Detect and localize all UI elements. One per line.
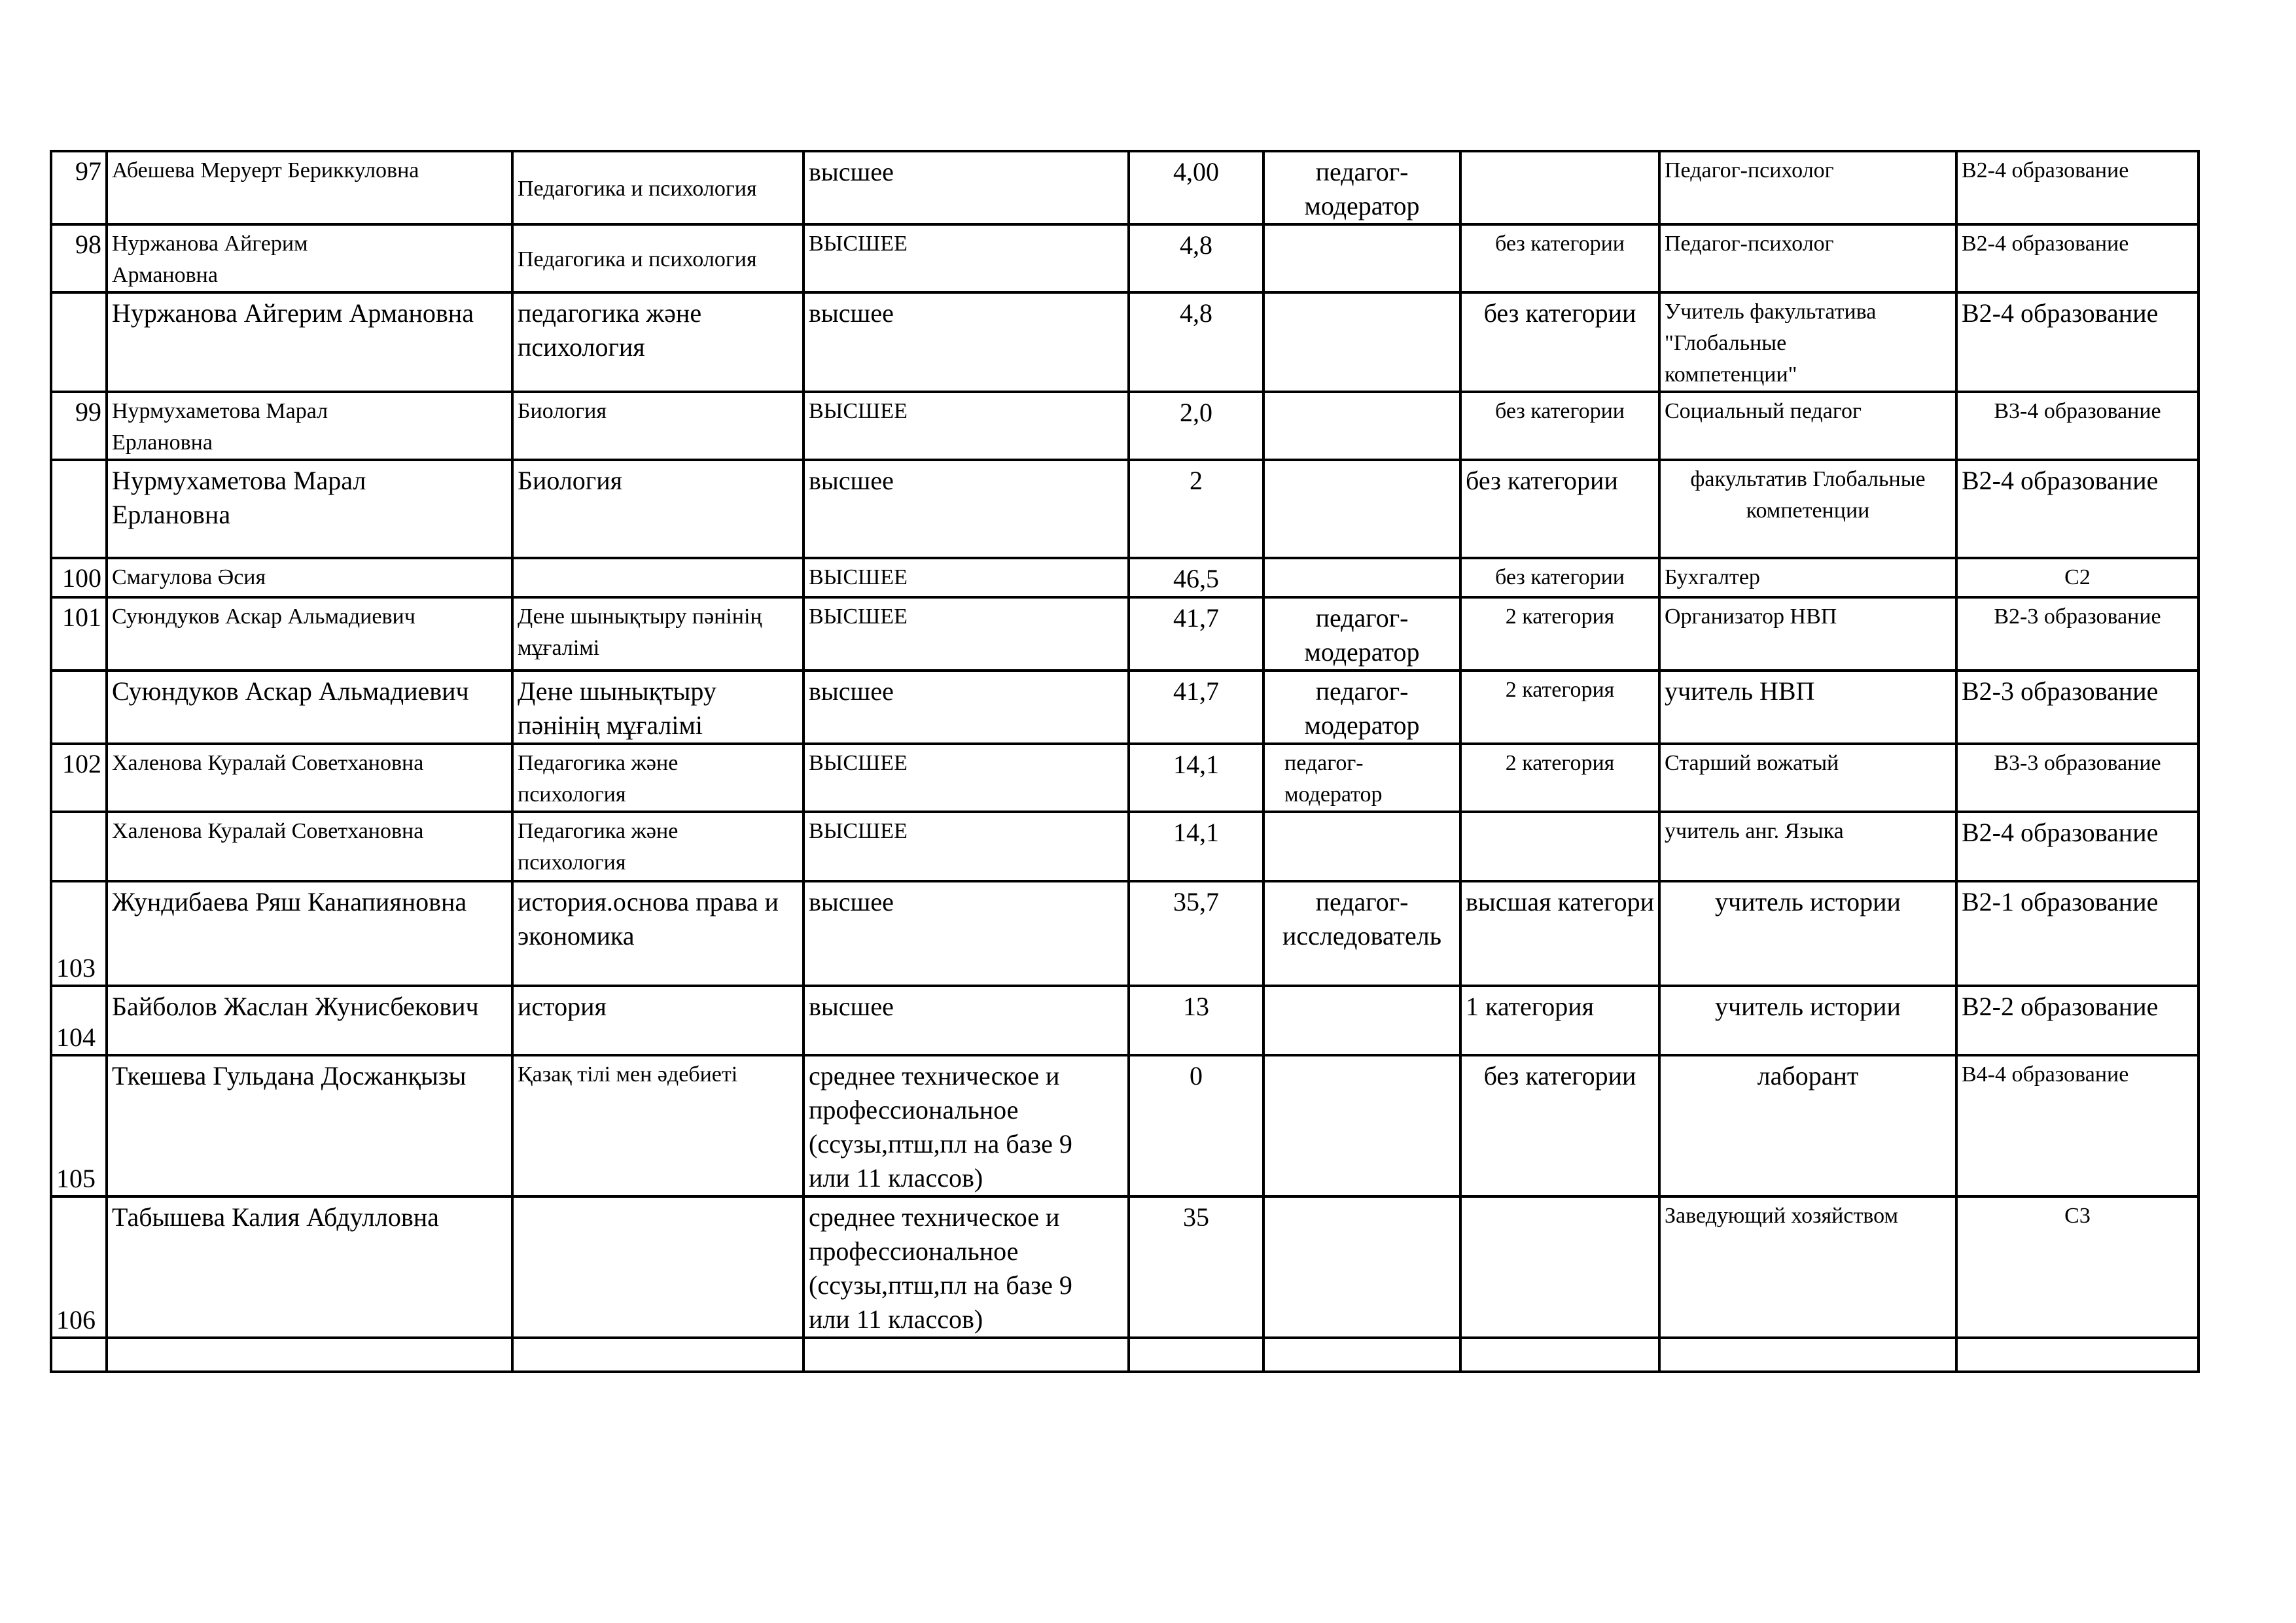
table-row (51, 744, 2199, 812)
row-number: 99 (51, 392, 107, 460)
specialty: Педагогика и психология (512, 224, 804, 292)
staff-table (50, 150, 2200, 1373)
table-row (51, 1055, 2199, 1196)
employee-name: Нурмухаметова Марал Ерлановна (107, 392, 512, 460)
row-number: 106 (51, 1196, 107, 1338)
row-number (51, 671, 107, 744)
row-number: 98 (51, 224, 107, 292)
grade: В3-4 образование (1956, 392, 2199, 460)
row-number: 97 (51, 151, 107, 224)
empty-cell (512, 1338, 804, 1372)
table-row (51, 460, 2199, 558)
table-row (51, 292, 2199, 392)
qualification: педагог- модератор (1263, 597, 1460, 671)
experience: 0 (1129, 1055, 1263, 1196)
empty-cell (107, 1338, 512, 1372)
table-row (51, 881, 2199, 986)
row-number (51, 812, 107, 881)
category (1460, 151, 1659, 224)
education: ВЫСШЕЕ (804, 812, 1129, 881)
row-number (51, 460, 107, 558)
table-row (51, 671, 2199, 744)
grade: В2-4 образование (1956, 224, 2199, 292)
category: без категории (1460, 460, 1659, 558)
education: высшее (804, 151, 1129, 224)
position: учитель анг. Языка (1659, 812, 1956, 881)
qualification (1263, 986, 1460, 1055)
row-number (51, 292, 107, 392)
experience: 14,1 (1129, 744, 1263, 812)
employee-name: Байболов Жаслан Жунисбекович (107, 986, 512, 1055)
qualification: педагог- модератор (1263, 151, 1460, 224)
row-number: 103 (51, 881, 107, 986)
qualification (1263, 812, 1460, 881)
grade: В2-3 образование (1956, 597, 2199, 671)
row-number: 101 (51, 597, 107, 671)
row-number: 102 (51, 744, 107, 812)
category: высшая категори (1460, 881, 1659, 986)
education: ВЫСШЕЕ (804, 558, 1129, 597)
employee-name: Нуржанова Айгерим Армановна (107, 292, 512, 392)
employee-name: Халенова Куралай Советхановна (107, 812, 512, 881)
employee-name: Жундибаева Ряш Канапияновна (107, 881, 512, 986)
grade: В2-4 образование (1956, 292, 2199, 392)
category (1460, 812, 1659, 881)
position: учитель истории (1659, 986, 1956, 1055)
table-row (51, 151, 2199, 224)
grade: В2-2 образование (1956, 986, 2199, 1055)
qualification (1263, 392, 1460, 460)
education: среднее техническое и профессиональное (ссузы,птш,пл на базе 9 или 11 классов) (804, 1196, 1129, 1338)
employee-name: Нурмухаметова Марал Ерлановна (107, 460, 512, 558)
position: Учитель факультатива "Глобальные компетенции" (1659, 292, 1956, 392)
position: Старший вожатый (1659, 744, 1956, 812)
qualification: педагог- модератор (1263, 744, 1460, 812)
category: 2 категория (1460, 744, 1659, 812)
grade: В4-4 образование (1956, 1055, 2199, 1196)
position: учитель истории (1659, 881, 1956, 986)
specialty: Педагогика және психология (512, 812, 804, 881)
qualification (1263, 460, 1460, 558)
grade: В2-4 образование (1956, 812, 2199, 881)
category: без категории (1460, 292, 1659, 392)
table-row (51, 812, 2199, 881)
grade: В2-3 образование (1956, 671, 2199, 744)
employee-name: Абешева Меруерт Бериккуловна (107, 151, 512, 224)
position: Бухгалтер (1659, 558, 1956, 597)
category: 2 категория (1460, 597, 1659, 671)
employee-name: Ткешева Гульдана Досжанқызы (107, 1055, 512, 1196)
position: Социальный педагог (1659, 392, 1956, 460)
specialty: Қазақ тілі мен әдебиеті (512, 1055, 804, 1196)
category: 2 категория (1460, 671, 1659, 744)
education: высшее (804, 881, 1129, 986)
experience: 35,7 (1129, 881, 1263, 986)
category (1460, 1196, 1659, 1338)
education: ВЫСШЕЕ (804, 224, 1129, 292)
education: среднее техническое и профессиональное (ссузы,птш,пл на базе 9 или 11 классов) (804, 1055, 1129, 1196)
row-number: 104 (51, 986, 107, 1055)
empty-cell (804, 1338, 1129, 1372)
education: высшее (804, 460, 1129, 558)
specialty: Дене шынықтыру пәнінің мұғалімі (512, 597, 804, 671)
specialty: Педагогика және психология (512, 744, 804, 812)
table-row (51, 558, 2199, 597)
position: Организатор НВП (1659, 597, 1956, 671)
education: высшее (804, 986, 1129, 1055)
category: 1 категория (1460, 986, 1659, 1055)
table-row-empty (51, 1338, 2199, 1372)
experience: 2,0 (1129, 392, 1263, 460)
category: без категории (1460, 558, 1659, 597)
employee-name: Халенова Куралай Советхановна (107, 744, 512, 812)
experience: 4,00 (1129, 151, 1263, 224)
experience: 41,7 (1129, 671, 1263, 744)
empty-cell (1659, 1338, 1956, 1372)
position: факультатив Глобальные компетенции (1659, 460, 1956, 558)
education: ВЫСШЕЕ (804, 744, 1129, 812)
grade: В2-4 образование (1956, 460, 2199, 558)
qualification (1263, 224, 1460, 292)
employee-name: Суюндуков Аскар Альмадиевич (107, 597, 512, 671)
grade: В2-4 образование (1956, 151, 2199, 224)
education: ВЫСШЕЕ (804, 597, 1129, 671)
specialty: история (512, 986, 804, 1055)
qualification: педагог- исследователь (1263, 881, 1460, 986)
education: высшее (804, 292, 1129, 392)
qualification (1263, 558, 1460, 597)
employee-name: Нуржанова Айгерим Армановна (107, 224, 512, 292)
grade: С3 (1956, 1196, 2199, 1338)
employee-name: Смагулова Әсия (107, 558, 512, 597)
grade: В2-1 образование (1956, 881, 2199, 986)
specialty: педагогика және психология (512, 292, 804, 392)
table-row (51, 224, 2199, 292)
qualification (1263, 1196, 1460, 1338)
position: Педагог-психолог (1659, 224, 1956, 292)
experience: 4,8 (1129, 224, 1263, 292)
education: ВЫСШЕЕ (804, 392, 1129, 460)
grade: В3-3 образование (1956, 744, 2199, 812)
experience: 2 (1129, 460, 1263, 558)
experience: 41,7 (1129, 597, 1263, 671)
experience: 14,1 (1129, 812, 1263, 881)
specialty (512, 558, 804, 597)
experience: 13 (1129, 986, 1263, 1055)
table-row (51, 986, 2199, 1055)
table-row (51, 1196, 2199, 1338)
specialty: Биология (512, 460, 804, 558)
empty-cell (51, 1338, 107, 1372)
specialty (512, 1196, 804, 1338)
empty-cell (1263, 1338, 1460, 1372)
table-row (51, 392, 2199, 460)
empty-cell (1129, 1338, 1263, 1372)
experience: 4,8 (1129, 292, 1263, 392)
position: лаборант (1659, 1055, 1956, 1196)
row-number: 105 (51, 1055, 107, 1196)
row-number: 100 (51, 558, 107, 597)
experience: 35 (1129, 1196, 1263, 1338)
education: высшее (804, 671, 1129, 744)
category: без категории (1460, 1055, 1659, 1196)
specialty: Дене шынықтыру пәнінің мұғалімі (512, 671, 804, 744)
grade: С2 (1956, 558, 2199, 597)
experience: 46,5 (1129, 558, 1263, 597)
qualification (1263, 1055, 1460, 1196)
employee-name: Суюндуков Аскар Альмадиевич (107, 671, 512, 744)
specialty: Биология (512, 392, 804, 460)
position: учитель НВП (1659, 671, 1956, 744)
category: без категории (1460, 392, 1659, 460)
empty-cell (1460, 1338, 1659, 1372)
employee-name: Табышева Калия Абдулловна (107, 1196, 512, 1338)
position: Педагог-психолог (1659, 151, 1956, 224)
table-row (51, 597, 2199, 671)
empty-cell (1956, 1338, 2199, 1372)
specialty: Педагогика и психология (512, 151, 804, 224)
qualification (1263, 292, 1460, 392)
category: без категории (1460, 224, 1659, 292)
qualification: педагог- модератор (1263, 671, 1460, 744)
position: Заведующий хозяйством (1659, 1196, 1956, 1338)
specialty: история.основа права и экономика (512, 881, 804, 986)
